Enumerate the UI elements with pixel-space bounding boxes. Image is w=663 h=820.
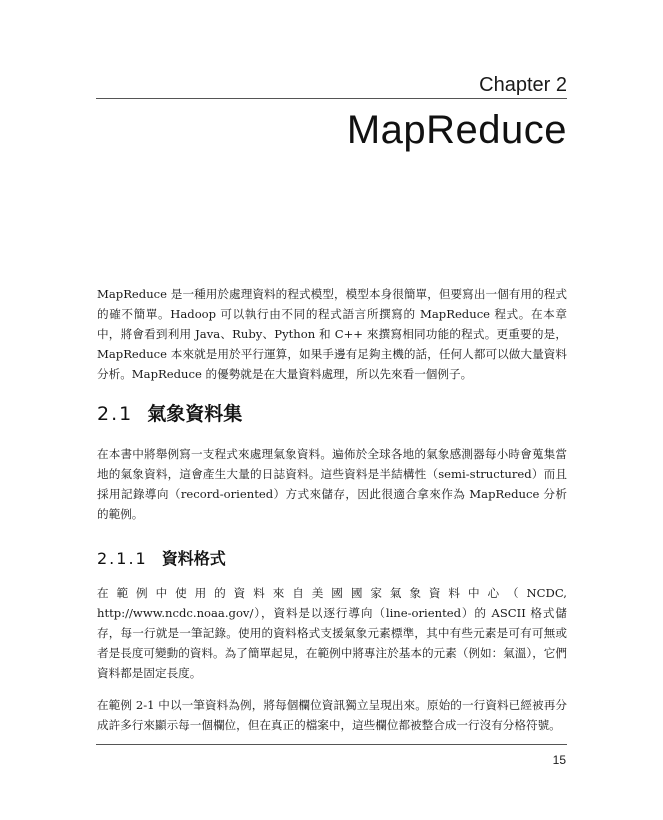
page-number: 15 [552, 753, 566, 767]
header-rule [96, 98, 567, 99]
chapter-label: Chapter 2 [479, 74, 567, 96]
data-format-paragraph-2: 在範例 2-1 中以一筆資料為例，將每個欄位資訊獨立呈現出來。原始的一行資料已經被再分成許多行來顯示每一個欄位，但在真正的檔案中，這些欄位都被整合成一行沒有分格符號。 [97, 698, 567, 732]
subsection-heading-data-format [97, 546, 567, 569]
footer-rule [96, 744, 567, 745]
weather-dataset-paragraph: 在本書中將舉例寫一支程式來處理氣象資料。遍佈於全球各地的氣象感測器每小時會蒐集當地的氣象資料，這會產生大量的日誌資料。這些資料是半結構性（semi-structured）而且採用記錄導向（record-oriented）方式來儲存，因此很適合拿來作為 MapReduce 分析的範例。 [97, 447, 567, 521]
page-content [97, 284, 567, 747]
section-heading-weather-dataset [97, 399, 567, 426]
section-number: 2.1 [97, 403, 134, 425]
intro-paragraph: MapReduce 是一種用於處理資料的程式模型，模型本身很簡單，但要寫出一個有用的程式的確不簡單。Hadoop 可以執行由不同的程式語言所撰寫的 MapReduce 程式。在本章中，將會看到利用 Java、Ruby、Python 和 C++ 來撰寫相同功能的程式。更重要的是，MapReduce 本來就是用於平行運算，如果手邊有足夠主機的話，任何人都可以做大量資料分析。MapReduce 的優勢就是在大量資料處理，所以先來看一個例子。 [97, 287, 567, 381]
subsection-title: 資料格式 [161, 549, 226, 568]
data-format-paragraph-1: 在範例中使用的資料來自美國國家氣象資料中心（NCDC, http://www.ncdc.noaa.gov/），資料是以逐行導向（line-oriented）的 ASCII 格式儲存，每一行就是一筆記錄。使用的資料格式支援氣象元素標準，其中有些元素是可有可無或者是長度可變動的資料。為了簡單起見，在範例中將專注於基本的元素（例如：氣溫），它們資料都是固定長度。 [97, 586, 567, 680]
chapter-title: MapReduce [346, 108, 567, 152]
subsection-number: 2.1.1 [97, 549, 148, 568]
section-title: 氣象資料集 [147, 403, 243, 425]
